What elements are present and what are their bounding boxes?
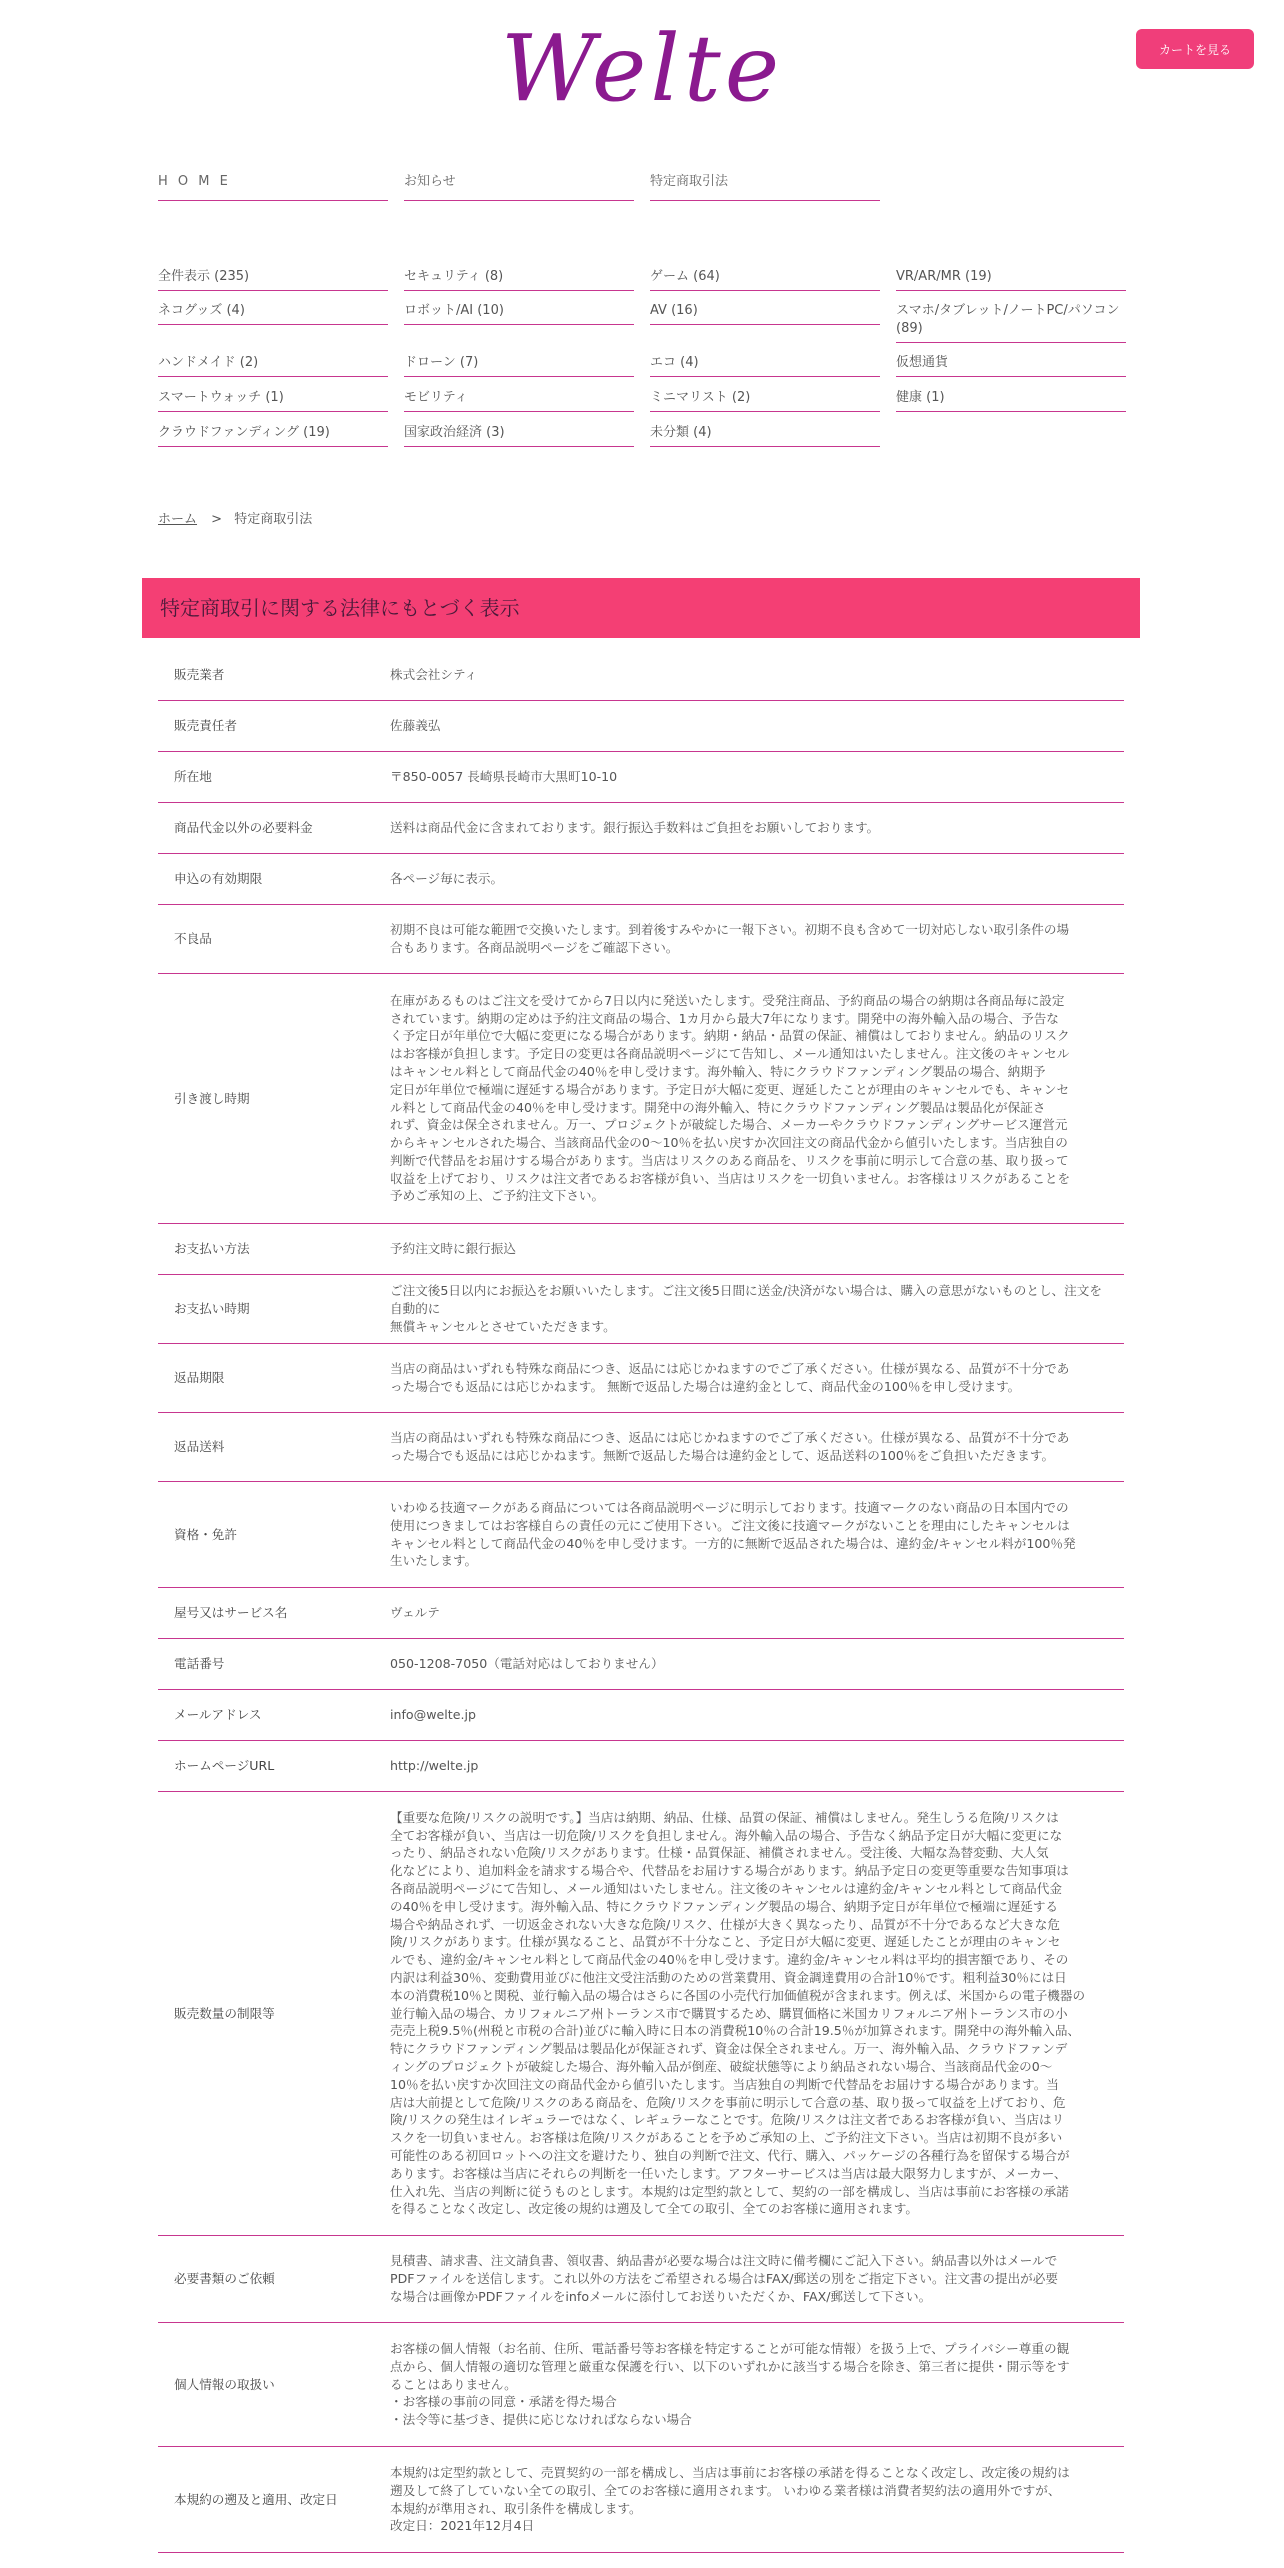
table-row xyxy=(158,1741,1124,1792)
row-label: 所在地 xyxy=(174,769,212,785)
table-row xyxy=(158,905,1124,974)
homepage-link[interactable]: http://welte.jp xyxy=(390,1758,479,1774)
row-value: 在庫があるものはご注文を受けてから7日以内に発送いたします。受発注商品、予約商品の場合の納期は各商品毎に設定 されています。納期の定めは予約注文商品の場合、1カ月から最大7年になります。開発中の海外輸入品の場合、予告な く予定日が年単位で大幅に変更になる場合があります。納期・納品・品質の保証、補償はしておりません。納品のリスク はお客様が負担します。予定日の変更は各商品説明ページにて告知し、メール通知はいたしません。注文後のキャンセル はキャンセル料として商品代金の40％を申し受けます。海外輸入、特にクラウドファンディング製品の場合、納期予 定日が年単位で極端に遅延する場合があります。予定日が大幅に変更、遅延したことが理由のキャンセルでも、キャンセ ル料として商品代金の40％を申し受けます。開発中の海外輸入、特にクラウドファンディング製品は製品化が保証さ れず、資金は保全されません。万一、プロジェクトが破綻した場合、メーカーやクラウドファンディングサービス運営元 からキャンセルされた場合、当該商品代金の0～10％を払い戻すか次回注文の商品代金から値引いたします。当店独自の 判断で代替品をお届けする場合があります。当店はリスクのある商品を、リスクを事前に明示して合意の基、取り扱って 収益を上げており、リスクは注文者であるお客様が負い、当店はリスクを一切負いません。お客様はリスクがあることを 予めご承知の上、ご予約注文下さい。 xyxy=(390,992,1071,1204)
category-item[interactable]: 健康 (1) xyxy=(896,389,1126,412)
row-label: 屋号又はサービス名 xyxy=(174,1605,288,1621)
row-value: 【重要な危険/リスクの説明です。】当店は納期、納品、仕様、品質の保証、補償はしません。発生しうる危険/リスクは 全てお客様が負い、当店は一切危険/リスクを負担しません。海外輸入品の場合、予告なく納品予定日が大幅に変更にな ったり、納品されない危険/リスクがあります。仕様・品質保証、補償されません。受注後、大幅な為替変動、大人気 化などにより、追加料金を請求する場合や、代替品をお届けする場合があります。納品予定日の変更等重要な告知事項は 各商品説明ページにて告知し、メール通知はいたしません。注文後のキャンセルは違約金/キャンセル料として商品代金 の40％を申し受けます。海外輸入品、特にクラウドファンディング製品の場合、納期予定日が年単位で極端に遅延する 場合や納品されず、一切返金されない大きな危険/リスク、仕様が大きく異なったり、品質が不十分であるなど大きな危 険/リスクがあります。仕様が異なること、品質が不十分なこと、予定日が大幅に変更、遅延したことが理由のキャンセ ルでも、違約金/キャンセル料として商品代金の40％を申し受けます。違約金/キャンセル料は平均的損害額であり、その 内訳は利益30％、変動費用並びに他注文受注活動のための営業費用、資金調達費用の合計10％です。粗利益30％には日 本の消費税10％と関税、並行輸入品の場合はさらに各国の小売代行加価値税が含まれます。例えば、米国からの電子機器の 並行輸入品の場合、カリフォルニア州トーランス市で購買するため、購買価格に米国カリフォルニア州トーランス市の小 売売上税9.5％(州税と市税の合計)並びに輸入時に日本の消費税10％の合計19.5％が加算されます。開発中の海外輸入品、 特にクラウドファンディング製品は製品化が保証されず、資金は保全されません。万一、海外輸入品、クラウドファンデ ィングのプロジェクトが破綻した場合、海外輸入品が倒産、破綻状態等により納品されない場合、当該商品代金の0～ 10％を払い戻すか次回注文の商品代金から値引いたします。当店独自の判断で代替品をお届けする場合があります。当 店は大前提として危険/リスクのある商品を、危険/リスクを事前に明示して合意の基、取り扱って収益を上げており、危 険/リスクの発生はイレギュラーではなく、レギュラーなことです。危険/リスクは注文者であるお客様が負い、当店はリ スクを一切負いません。お客様は危険/リスクがあることを予めご承知の上、ご予約注文下さい。当店は初期不良が多い 可能性のある初回ロットへの注文を避けたり、独自の判断で注文、代行、購入、パッケージの各種行為を留保する場合が あります。お客様は当店にそれらの判断を一任いたします。アフターサービスは当店は最大限努力しますが、メーカー、 仕入れ先、当店の判断に従うものとします。本規約は定型約款として、契約の一部を構成し、当店は事前にお客様の承諾 を得ることなく改定し、改定後の規約は遡及して全ての取引、全てのお客様に適用されます。 xyxy=(390,1809,1086,2217)
table-row xyxy=(158,1482,1124,1588)
row-value: 初期不良は可能な範囲で交換いたします。到着後すみやかに一報下さい。初期不良も含めて一切対応しない取引条件の場 合もあります。各商品説明ページをご確認下さい。 xyxy=(390,922,1070,955)
table-row xyxy=(158,1275,1124,1344)
row-value xyxy=(390,1706,1124,1724)
table-row xyxy=(158,803,1124,854)
category-item[interactable]: ミニマリスト (2) xyxy=(650,389,880,412)
row-label: 申込の有効期限 xyxy=(174,871,263,887)
category-item[interactable]: スマートウォッチ (1) xyxy=(158,389,388,412)
category-item[interactable]: モビリティ xyxy=(404,389,634,412)
table-row xyxy=(158,1588,1124,1639)
nav-item-home[interactable]: H O M E xyxy=(158,160,388,201)
row-label: メールアドレス xyxy=(174,1707,262,1723)
breadcrumb xyxy=(158,508,312,527)
category-item[interactable]: 未分類 (4) xyxy=(650,424,880,447)
page-title: 特定商取引に関する法律にもとづく表示 xyxy=(142,578,1140,638)
table-row xyxy=(158,2447,1124,2553)
row-value: 050-1208-7050（電話対応はしておりません） xyxy=(390,1656,664,1672)
table-row xyxy=(158,1224,1124,1275)
category-item[interactable]: セキュリティ (8) xyxy=(404,268,634,291)
row-label: 電話番号 xyxy=(174,1656,225,1672)
row-label: 販売責任者 xyxy=(174,718,237,734)
category-item[interactable]: 国家政治経済 (3) xyxy=(404,424,634,447)
row-label: ホームページURL xyxy=(174,1758,275,1774)
table-row xyxy=(158,1792,1124,2236)
table-row xyxy=(158,1639,1124,1690)
table-row xyxy=(158,2323,1124,2447)
category-item[interactable]: 全件表示 (235) xyxy=(158,268,388,291)
row-value: ご注文後5日以内にお振込をお願いいたします。ご注文後5日間に送金/決済がない場合は、購入の意思がないものとし、注文を自動的に 無償キャンセルとさせていただきます。 xyxy=(390,1283,1102,1334)
row-value: 予約注文時に銀行振込 xyxy=(390,1241,516,1257)
row-label: 資格・免許 xyxy=(174,1526,237,1542)
table-row xyxy=(158,701,1124,752)
category-item[interactable]: スマホ/タブレット/ノートPC/パソコン (89) xyxy=(896,302,1126,343)
row-value: 株式会社シティ xyxy=(390,667,478,683)
row-label: 販売業者 xyxy=(174,667,225,683)
breadcrumb-home-link[interactable]: ホーム xyxy=(158,512,198,527)
row-value: 当店の商品はいずれも特殊な商品につき、返品には応じかねますのでご了承ください。仕様が異なる、品質が不十分であ った場合でも返品には応じかねます。 無断で返品した場合は違約金として、商品代金の100％を申し受けます。 xyxy=(390,1361,1070,1394)
table-row xyxy=(158,1413,1124,1482)
table-row xyxy=(158,974,1124,1224)
row-value: 見積書、請求書、注文請負書、領収書、納品書が必要な場合は注文時に備考欄にご記入下さい。納品書以外はメールで PDFファイルを送信します。これ以外の方法をご希望される場合はFAX/郵送の別をご指定下さい。注文書の提出が必要 な場合は画像かPDFファイルをinfoメールに添付してお送りいただくか、FAX/郵送して下さい。 xyxy=(390,2253,1058,2304)
row-label: 個人情報の取扱い xyxy=(174,2376,275,2392)
row-value: 本規約は定型約款として、売買契約の一部を構成し、当店は事前にお客様の承諾を得ることなく改定し、改定後の規約は 遡及して終了していない全ての取引、全てのお客様に適用されます。 いわゆる業者様は消費者契約法の適用外ですが、 本規約が準用され、取引条件を構成します。 改定日：2021年12月4日 xyxy=(390,2464,1070,2534)
table-row xyxy=(158,1344,1124,1413)
nav-item-news[interactable]: お知らせ xyxy=(404,160,634,201)
view-cart-button[interactable]: カートを見る xyxy=(1136,29,1254,69)
category-item[interactable]: AV (16) xyxy=(650,302,880,325)
table-row xyxy=(158,1690,1124,1741)
table-row xyxy=(158,2236,1124,2323)
row-label: お支払い方法 xyxy=(174,1241,250,1257)
row-label: 必要書類のご依頼 xyxy=(174,2271,275,2287)
row-label: 商品代金以外の必要料金 xyxy=(174,820,313,836)
row-label: 不良品 xyxy=(174,931,212,947)
commerce-law-table xyxy=(158,650,1124,2553)
row-label: 本規約の遡及と適用、改定日 xyxy=(174,2491,338,2507)
row-label: お支払い時期 xyxy=(174,1301,250,1317)
table-row xyxy=(158,854,1124,905)
row-label: 販売数量の制限等 xyxy=(174,2005,275,2021)
category-item[interactable]: エコ (4) xyxy=(650,354,880,377)
breadcrumb-current: 特定商取引法 xyxy=(234,512,313,527)
category-item[interactable]: ドローン (7) xyxy=(404,354,634,377)
category-item[interactable]: ゲーム (64) xyxy=(650,268,880,291)
site-logo[interactable]: Welte xyxy=(500,15,784,122)
category-item[interactable]: ネコグッズ (4) xyxy=(158,302,388,325)
table-row xyxy=(158,752,1124,803)
category-item[interactable]: 仮想通貨 xyxy=(896,354,1126,377)
row-value: 送料は商品代金に含まれております。銀行振込手数料はご負担をお願いしております。 xyxy=(390,820,880,836)
email-link[interactable]: info@welte.jp xyxy=(390,1707,476,1723)
row-value: 〒850-0057 長崎県長崎市大黒町10-10 xyxy=(390,769,618,785)
row-value: いわゆる技適マークがある商品については各商品説明ページに明示しております。技適マークのない商品の日本国内での 使用につきましてはお客様自らの責任の元にご使用下さい。ご注文後に技適マークがないことを理由にしたキャンセルは キャンセル料として商品代金の40％を申し受けます。一方的に無断で返品された場合は、違約金/キャンセル料が100％発 生いたします。 xyxy=(390,1499,1076,1569)
row-value: 各ページ毎に表示。 xyxy=(390,871,504,887)
category-item[interactable]: クラウドファンディング (19) xyxy=(158,424,388,447)
breadcrumb-separator: > xyxy=(211,512,223,527)
row-label: 返品送料 xyxy=(174,1439,225,1455)
row-label: 返品期限 xyxy=(174,1370,225,1386)
row-label: 引き渡し時期 xyxy=(174,1090,250,1106)
row-value: ヴェルテ xyxy=(390,1605,440,1621)
category-item[interactable]: ロボット/AI (10) xyxy=(404,302,634,325)
row-value: 当店の商品はいずれも特殊な商品につき、返品には応じかねますのでご了承ください。仕様が異なる、品質が不十分であ った場合でも返品には応じかねます。無断で返品した場合は違約金として、返品送料の100％をご負担いただきます。 xyxy=(390,1430,1070,1463)
category-item[interactable]: ハンドメイド (2) xyxy=(158,354,388,377)
row-value xyxy=(390,1757,1124,1775)
nav-item-commerce-law[interactable]: 特定商取引法 xyxy=(650,160,880,201)
category-item[interactable]: VR/AR/MR (19) xyxy=(896,268,1126,291)
row-value: 佐藤義弘 xyxy=(390,718,441,734)
row-value: お客様の個人情報（お名前、住所、電話番号等お客様を特定することが可能な情報）を扱う上で、プライバシー尊重の観 点から、個人情報の適切な管理と厳重な保護を行い、以下のいずれかに該当する場合を除き、第三者に提供・開示等をす ることはありません。 ・お客様の事前の同意・承諾を得た場合 ・法令等に基づき、提供に応じなければならない場合 xyxy=(390,2341,1070,2428)
table-row xyxy=(158,650,1124,701)
